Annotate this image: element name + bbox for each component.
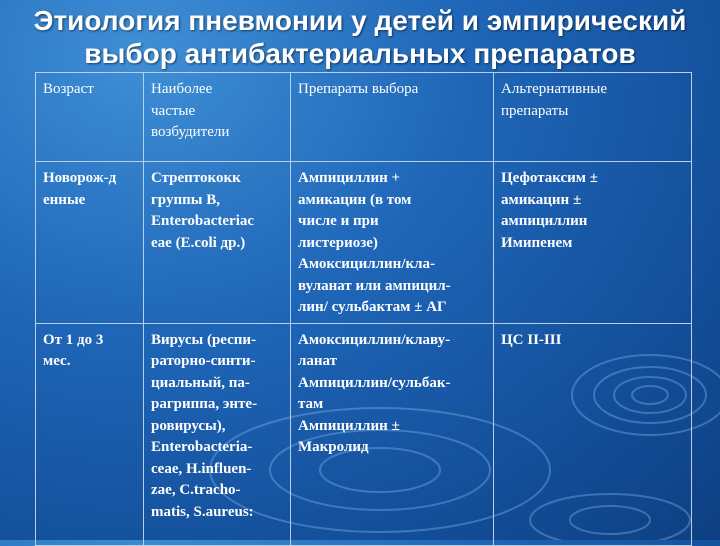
cell-line: ампициллин xyxy=(501,213,588,229)
cell-line: рагриппа, энте- xyxy=(151,396,258,412)
etiology-table xyxy=(35,72,692,546)
cell-line: От 1 до 3 xyxy=(43,331,104,348)
cell-drugs xyxy=(291,162,494,324)
cell-line: ceae, H.influen- xyxy=(151,460,252,477)
title-line-2: выбор антибактериальных препаратов xyxy=(84,38,636,69)
header-age xyxy=(36,73,144,162)
cell-drugs xyxy=(291,323,494,545)
cell-alternatives xyxy=(494,162,692,324)
cell-line: zae, C.tracho- xyxy=(151,482,241,498)
table-row xyxy=(36,323,692,545)
cell-line: Enterobacteria- xyxy=(151,439,253,455)
cell-line: Стрептококк xyxy=(151,170,241,186)
cell-line: Макролид xyxy=(298,439,369,455)
cell-line: возбудители xyxy=(151,124,230,140)
cell-line: частые xyxy=(151,102,196,119)
cell-line: matis, S.aureus: xyxy=(151,503,254,520)
cell-line: Новорож-д xyxy=(43,170,117,186)
cell-pathogens xyxy=(144,323,291,545)
cell-line: раторно-синти- xyxy=(151,353,256,369)
cell-age xyxy=(36,323,144,545)
table-header-row xyxy=(36,73,692,162)
title-line-1: Этиология пневмонии у детей и эмпирический xyxy=(33,5,687,36)
cell-line: Имипенем xyxy=(501,234,573,251)
table-row xyxy=(36,162,692,324)
cell-line: Амоксициллин/кла- xyxy=(298,256,436,272)
cell-alternatives xyxy=(494,323,692,545)
cell-line: там xyxy=(298,396,324,412)
cell-line: препараты xyxy=(501,102,569,119)
cell-line: Альтернативные xyxy=(501,81,608,97)
cell-line: Ампициллин/сульбак- xyxy=(298,374,451,391)
cell-line: Цефотаксим ± xyxy=(501,170,599,186)
cell-line: Вирусы (респи- xyxy=(151,331,257,348)
cell-line: ровирусы), xyxy=(151,417,226,434)
cell-age xyxy=(36,162,144,324)
cell-line: Наиболее xyxy=(151,81,213,97)
cell-line: Амоксициллин/клаву- xyxy=(298,331,451,348)
cell-pathogens xyxy=(144,162,291,324)
cell-line: вуланат или ампицил- xyxy=(298,277,451,294)
cell-line: циальный, па- xyxy=(151,374,250,391)
header-alternatives xyxy=(494,73,692,162)
cell-line: числе и при xyxy=(298,213,379,229)
cell-line: Ампициллин ± xyxy=(298,417,400,434)
cell-line: амикацин ± xyxy=(501,191,582,208)
cell-line: группы В, xyxy=(151,191,220,208)
header-pathogens xyxy=(144,73,291,162)
cell-line: Enterobacteriac xyxy=(151,213,255,229)
cell-line: Возраст xyxy=(43,81,94,97)
slide-title xyxy=(0,4,720,70)
cell-line: Ампициллин + xyxy=(298,170,401,186)
cell-line: листериозе) xyxy=(298,234,378,251)
cell-line: eae (E.coli др.) xyxy=(151,234,246,251)
cell-line: Препараты выбора xyxy=(298,81,419,97)
cell-line: ЦС II-III xyxy=(501,331,562,348)
cell-line: ланат xyxy=(298,353,338,369)
cell-line: мес. xyxy=(43,353,71,369)
header-drugs xyxy=(291,73,494,162)
cell-line: лин/ сульбактам ± АГ xyxy=(298,299,447,315)
cell-line: амикацин (в том xyxy=(298,191,412,208)
cell-line: енные xyxy=(43,191,86,208)
